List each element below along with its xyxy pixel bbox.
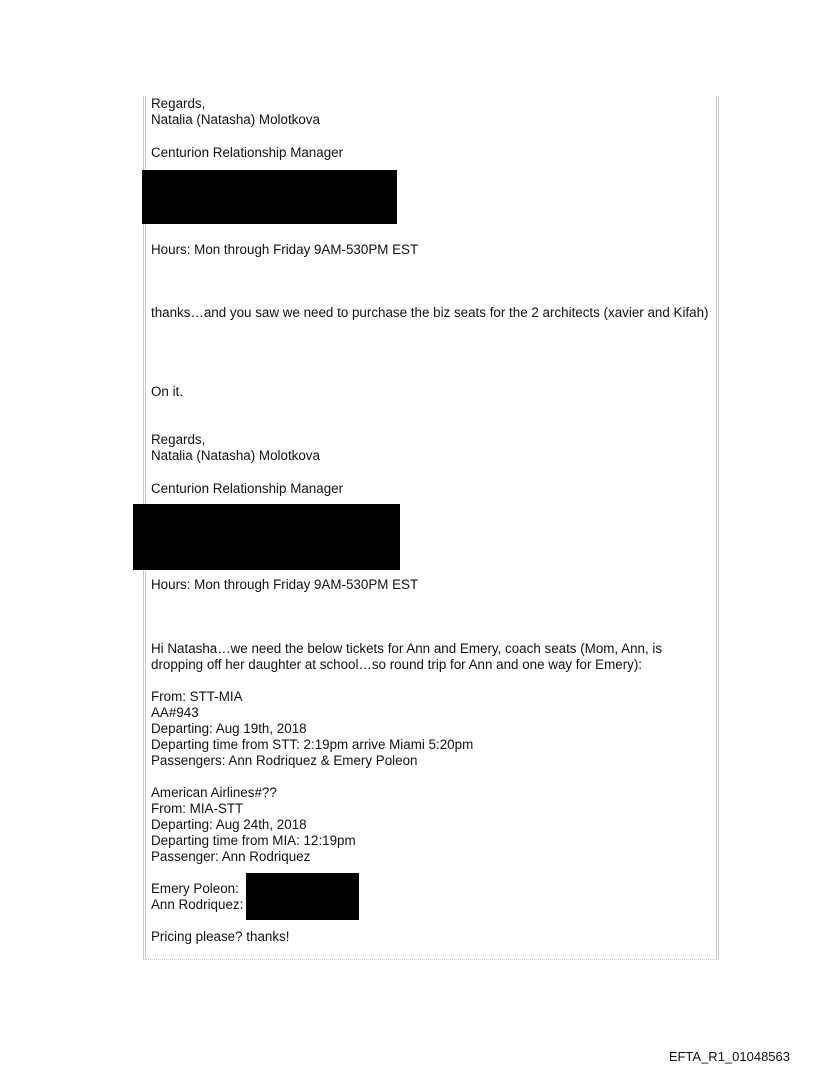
regards-text-1: Regards,: [151, 96, 206, 111]
request-intro: Hi Natasha…we need the below tickets for Ann and Emery, coach seats (Mom, Ann, is dropping off her daughter at school…so round trip for Ann and one way for Emery):: [151, 641, 663, 672]
closing-text: Pricing please? thanks!: [151, 929, 290, 944]
document-id: EFTA_R1_01048563: [668, 1049, 790, 1064]
flight1-departing: Departing: Aug 19th, 2018: [151, 721, 307, 736]
sender-title-1: Centurion Relationship Manager: [151, 145, 344, 160]
hours-text-1: Hours: Mon through Friday 9AM-530PM EST: [151, 242, 419, 257]
reply-on-it: On it.: [151, 384, 183, 399]
redaction-block-3: [246, 873, 359, 920]
sender-name-2: Natalia (Natasha) Molotkova: [151, 448, 320, 463]
flight2-time: Departing time from MIA: 12:19pm: [151, 833, 356, 848]
passenger-id-emery: Emery Poleon:: [151, 881, 239, 896]
redaction-block-2: [133, 504, 400, 570]
flight2-departing: Departing: Aug 24th, 2018: [151, 817, 307, 832]
passenger-id-ann: Ann Rodriquez:: [151, 897, 244, 912]
sender-name-1: Natalia (Natasha) Molotkova: [151, 112, 320, 127]
redaction-block-1: [142, 170, 397, 224]
sender-title-2: Centurion Relationship Manager: [151, 481, 344, 496]
flight1-number: AA#943: [151, 705, 199, 720]
flight1-passengers: Passengers: Ann Rodriquez & Emery Poleon: [151, 753, 418, 768]
flight1-from: From: STT-MIA: [151, 689, 243, 704]
flight1-time: Departing time from STT: 2:19pm arrive Miami 5:20pm: [151, 737, 474, 752]
flight2-from: From: MIA-STT: [151, 801, 244, 816]
flight2-airline: American Airlines#??: [151, 785, 277, 800]
regards-text-2: Regards,: [151, 432, 206, 447]
flight2-passenger: Passenger: Ann Rodriquez: [151, 849, 311, 864]
hours-text-2: Hours: Mon through Friday 9AM-530PM EST: [151, 577, 419, 592]
message-biz-seats: thanks…and you saw we need to purchase the biz seats for the 2 architects (xavier and Kifah): [151, 305, 709, 320]
